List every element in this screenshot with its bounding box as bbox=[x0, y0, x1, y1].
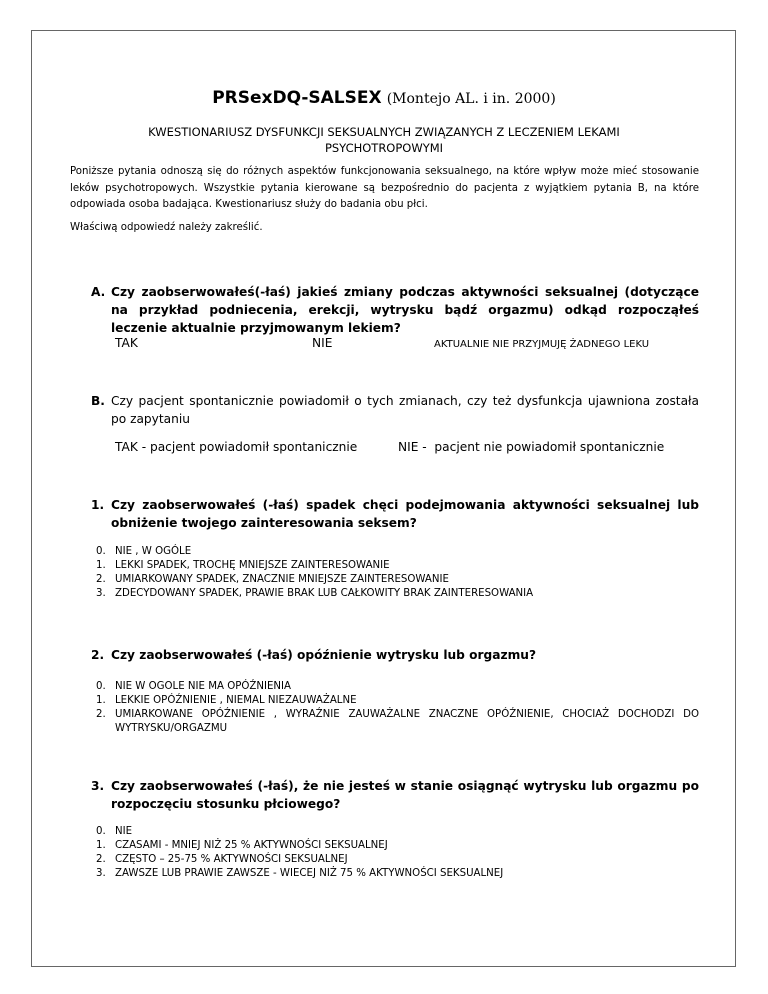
answer-option[interactable] bbox=[96, 545, 699, 559]
question-2 bbox=[91, 646, 699, 664]
question-a bbox=[91, 283, 699, 337]
question-a-option-nie[interactable]: NIE bbox=[312, 336, 333, 350]
document-subtitle: KWESTIONARIUSZ DYSFUNKCJI SEKSUALNYCH ZWIĄZANYCH Z LECZENIEM LEKAMI PSYCHOTROPOWYMI bbox=[148, 125, 620, 155]
title-citation: (Montejo AL. i in. 2000) bbox=[386, 91, 556, 107]
question-a-option-no-medication[interactable]: AKTUALNIE NIE PRZYJMUJĘ ŻADNEGO LEKU bbox=[434, 339, 650, 350]
answer-text: LEKKI SPADEK, TROCHĘ MNIEJSZE ZAINTERESOWANIE bbox=[115, 560, 390, 571]
answer-option[interactable] bbox=[96, 867, 699, 881]
question-1-text: Czy zaobserwowałeś (-łaś) spadek chęci podejmowania aktywności seksualnej lub obniżenie twojego zainteresowania seksem? bbox=[111, 498, 699, 530]
answer-text: UMIARKOWANY SPADEK, ZNACZNIE MNIEJSZE ZAINTERESOWANIE bbox=[115, 574, 449, 585]
instruction-text: Właściwą odpowiedź należy zakreślić. bbox=[70, 222, 263, 233]
question-3 bbox=[91, 777, 699, 813]
intro-paragraph: Poniższe pytania odnoszą się do różnych aspektów funkcjonowania seksualnego, na które wpływ może mieć stosowanie leków psychotropowych. Wszystkie pytania kierowane są bezpośrednio do pacjenta z wyjątkiem pytania B, na które odpowiada osoba badająca. Kwestionariusz służy do badania obu płci. bbox=[70, 166, 699, 210]
question-a-label: A. bbox=[91, 285, 106, 299]
answer-text: CZASAMI - MNIEJ NIŻ 25 % AKTYWNOŚCI SEKSUALNEJ bbox=[115, 840, 388, 851]
answer-option[interactable] bbox=[96, 680, 699, 694]
answer-number: 1. bbox=[96, 840, 106, 851]
question-1 bbox=[91, 496, 699, 532]
answer-number: 0. bbox=[96, 681, 106, 692]
answer-text: NIE , W OGÓLE bbox=[115, 546, 192, 557]
answer-option[interactable] bbox=[96, 559, 699, 573]
answer-text: ZDECYDOWANY SPADEK, PRAWIE BRAK LUB CAŁKOWITY BRAK ZAINTERESOWANIA bbox=[115, 588, 534, 599]
question-2-answers bbox=[96, 680, 699, 736]
answer-number: 3. bbox=[96, 588, 106, 599]
answer-number: 0. bbox=[96, 546, 106, 557]
answer-text: NIE W OGOLE NIE MA OPÓŹNIENIA bbox=[115, 681, 292, 692]
answer-number: 2. bbox=[96, 574, 106, 585]
answer-option[interactable] bbox=[96, 839, 699, 853]
question-1-answers bbox=[96, 545, 699, 601]
answer-text: ZAWSZE LUB PRAWIE ZAWSZE - WIECEJ NIŻ 75 % AKTYWNOŚCI SEKSUALNEJ bbox=[115, 868, 504, 879]
answer-number: 1. bbox=[96, 560, 106, 571]
answer-number: 0. bbox=[96, 826, 106, 837]
question-3-label: 3. bbox=[91, 779, 105, 793]
question-2-text: Czy zaobserwowałeś (-łaś) opóźnienie wytrysku lub orgazmu? bbox=[111, 648, 537, 662]
answer-number: 3. bbox=[96, 868, 106, 879]
question-b-text: Czy pacjent spontanicznie powiadomił o tych zmianach, czy też dysfunkcja ujawniona została po zapytaniu bbox=[111, 394, 699, 426]
answer-text: UMIARKOWANE OPÓŹNIENIE , WYRAŹNIE ZAUWAŻALNE ZNACZNE OPÓŹNIENIE, CHOCIAŻ DOCHODZI DO WYTRYSKU/ORGAZMU bbox=[115, 709, 699, 734]
answer-number: 2. bbox=[96, 709, 106, 720]
question-b bbox=[91, 392, 699, 428]
answer-text: LEKKIE OPÓŹNIENIE , NIEMAL NIEZAUWAŻALNE bbox=[115, 695, 357, 706]
answer-option[interactable] bbox=[96, 825, 699, 839]
answer-option[interactable] bbox=[96, 708, 699, 736]
question-b-option-no[interactable]: NIE - pacjent nie powiadomił spontanicznie bbox=[398, 440, 665, 454]
answer-number: 2. bbox=[96, 854, 106, 865]
question-1-label: 1. bbox=[91, 498, 105, 512]
question-a-option-tak[interactable]: TAK bbox=[115, 336, 138, 350]
question-a-text: Czy zaobserwowałeś(-łaś) jakieś zmiany podczas aktywności seksualnej (dotyczące na przykład podniecenia, erekcji, wytrysku bądź orgazmu) odkąd rozpocząłeś leczenie aktualnie przyjmowanym lekiem? bbox=[111, 285, 699, 335]
question-b-label: B. bbox=[91, 394, 105, 408]
answer-option[interactable] bbox=[96, 573, 699, 587]
question-b-option-yes[interactable]: TAK - pacjent powiadomił spontanicznie bbox=[115, 440, 358, 454]
title-acronym: PRSexDQ-SALSEX bbox=[212, 88, 382, 108]
question-3-text: Czy zaobserwowałeś (-łaś), że nie jesteś w stanie osiągnąć wytrysku lub orgazmu po rozpoczęciu stosunku płciowego? bbox=[111, 779, 699, 811]
question-2-label: 2. bbox=[91, 648, 105, 662]
answer-option[interactable] bbox=[96, 853, 699, 867]
answer-text: NIE bbox=[115, 826, 133, 837]
answer-number: 1. bbox=[96, 695, 106, 706]
answer-option[interactable] bbox=[96, 694, 699, 708]
answer-option[interactable] bbox=[96, 587, 699, 601]
answer-text: CZĘSTO – 25-75 % AKTYWNOŚCI SEKSUALNEJ bbox=[115, 854, 348, 865]
document-title bbox=[0, 88, 768, 108]
question-3-answers bbox=[96, 825, 699, 881]
